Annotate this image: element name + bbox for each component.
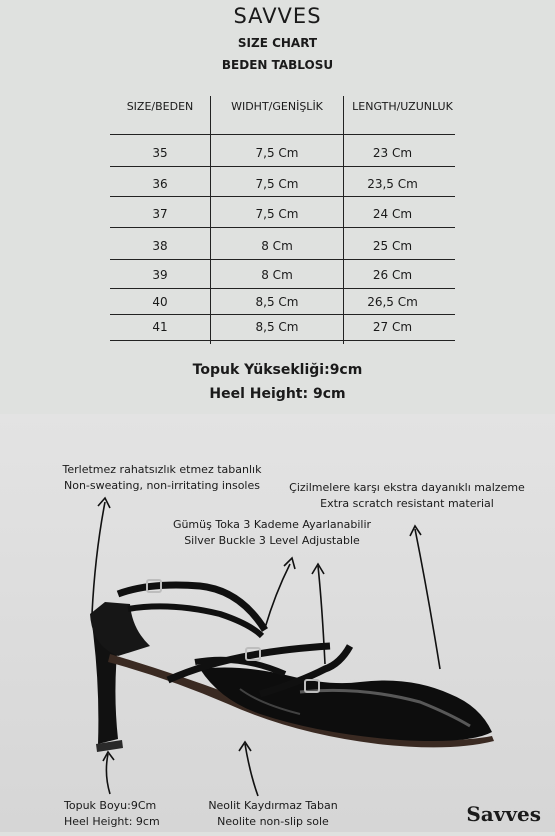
scratch-annotation (272, 480, 542, 512)
brand-logo: Savves (466, 802, 541, 826)
buckle-text-tr: Gümüş Toka 3 Kademe Ayarlanabilir (172, 518, 372, 531)
table-rule (110, 196, 455, 197)
width-cell: 8 Cm (261, 268, 293, 282)
insole-text-en: Non-sweating, non-irritating insoles (64, 479, 260, 492)
sole-text-en: Neolite non-slip sole (217, 815, 329, 828)
size-cell: 37 (152, 207, 168, 221)
size-chart-title: SIZE CHART (237, 36, 318, 50)
table-rule (110, 288, 455, 289)
scratch-text-tr: Çizilmelere karşı ekstra dayanıklı malzeme (289, 481, 525, 494)
length-cell: 24 Cm (372, 207, 413, 221)
column-header: WIDHT/GENİŞLİK (231, 100, 323, 113)
width-cell: 7,5 Cm (255, 146, 299, 160)
arrow (239, 742, 258, 796)
size-cell: 40 (152, 295, 168, 309)
insole-text-tr: Terletmez rahatsızlık etmez tabanlık (62, 463, 262, 476)
arrow (410, 526, 440, 669)
length-cell: 23 Cm (372, 146, 413, 160)
arrow (92, 498, 110, 614)
heel-height-en: Heel Height: 9cm (209, 386, 346, 402)
heel-height-tr: Topuk Yüksekliği:9cm (192, 362, 363, 378)
table-rule (110, 227, 455, 228)
arrow (265, 558, 295, 628)
table-rule (110, 166, 455, 167)
sole-annotation (188, 798, 358, 830)
table-rule (110, 259, 455, 260)
width-cell: 7,5 Cm (255, 207, 299, 221)
width-cell: 8 Cm (261, 239, 293, 253)
strap (128, 606, 262, 636)
width-cell: 8,5 Cm (255, 295, 299, 309)
length-cell: 26,5 Cm (367, 295, 418, 309)
width-cell: 8,5 Cm (255, 320, 299, 334)
length-cell: 25 Cm (372, 239, 413, 253)
length-cell: 23,5 Cm (367, 177, 418, 191)
size-cell: 35 (152, 146, 168, 160)
arrow (103, 752, 114, 794)
size-cell: 41 (152, 320, 168, 334)
column-header: LENGTH/UZUNLUK (352, 100, 453, 113)
heel-text-tr: Topuk Boyu:9Cm (64, 799, 157, 812)
column-header: SIZE/BEDEN (126, 100, 194, 113)
table-rule (110, 340, 455, 341)
insole-annotation (42, 462, 282, 494)
sole-text-tr: Neolit Kaydırmaz Taban (208, 799, 338, 812)
size-cell: 38 (152, 239, 168, 253)
scratch-text-en: Extra scratch resistant material (320, 497, 494, 510)
brand-title: SAVVES (233, 4, 322, 28)
width-cell: 7,5 Cm (255, 177, 299, 191)
vamp (200, 668, 492, 741)
length-cell: 26 Cm (372, 268, 413, 282)
length-cell: 27 Cm (372, 320, 413, 334)
size-cell: 36 (152, 177, 168, 191)
heel-text-en: Heel Height: 9cm (64, 815, 160, 828)
buckle-annotation (152, 517, 392, 549)
size-chart-subtitle: BEDEN TABLOSU (221, 58, 334, 72)
buckle-text-en: Silver Buckle 3 Level Adjustable (184, 534, 360, 547)
table-rule (110, 314, 455, 315)
table-rule (110, 134, 455, 135)
size-cell: 39 (152, 268, 168, 282)
